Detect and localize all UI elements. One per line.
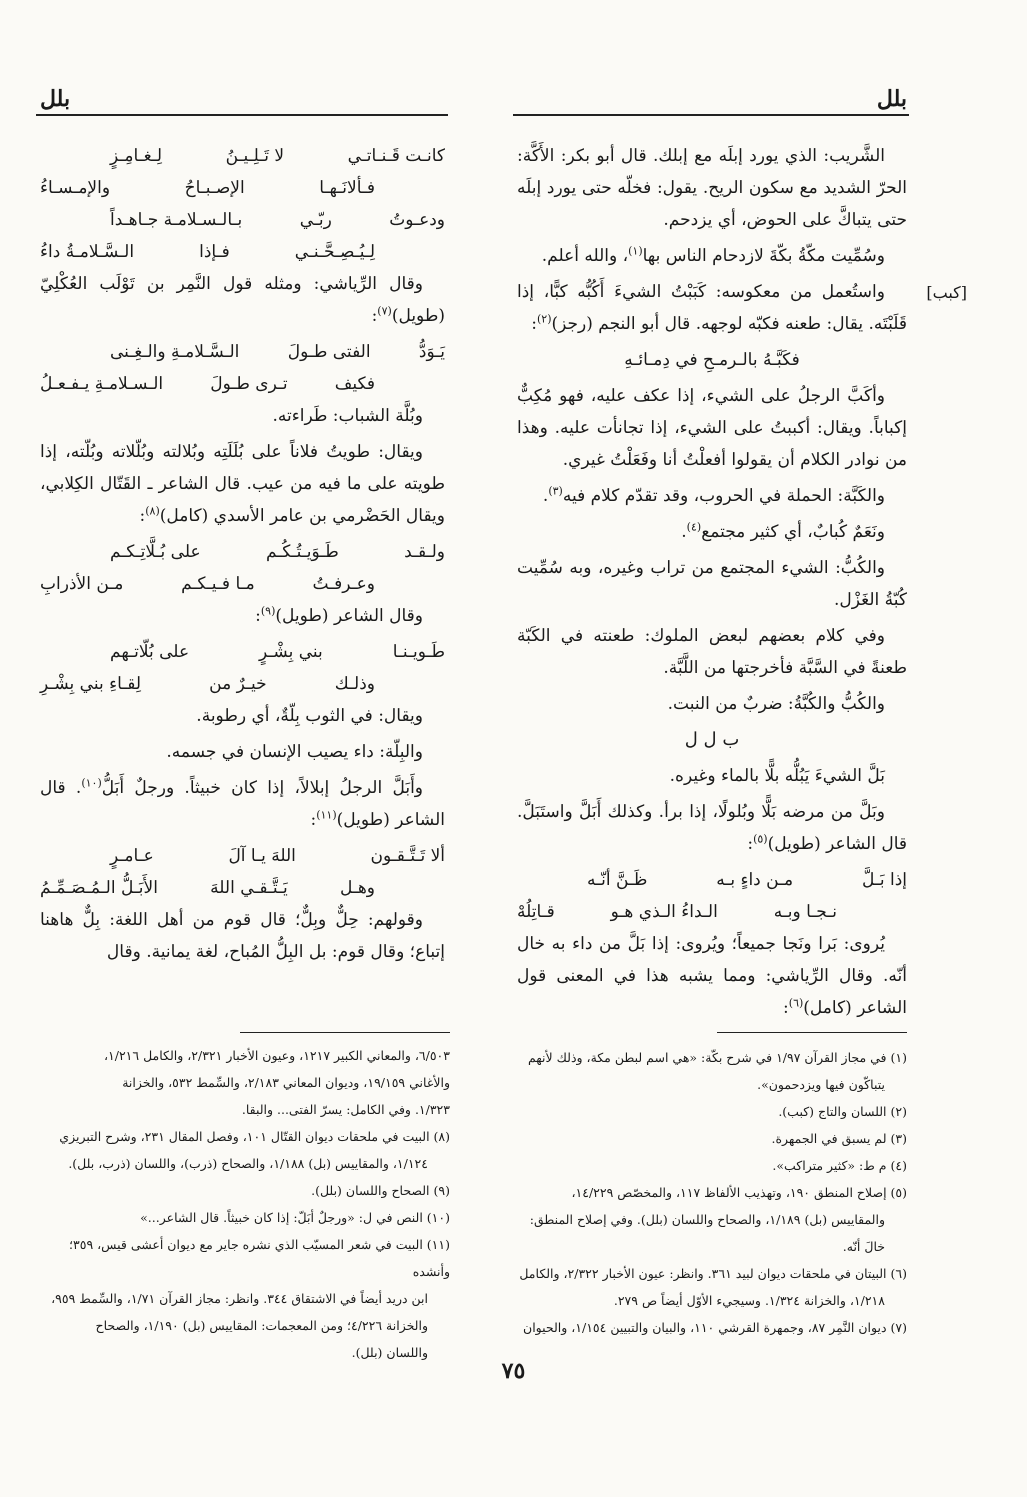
footnote-ref: (٥) <box>753 832 768 846</box>
footnote-line: (٨) البيت في ملحقات ديوان القتّال ١٠١، وفصل المقال ٢٣١، وشرح التبريزي <box>59 1129 450 1144</box>
header-rule-right <box>513 114 909 116</box>
paragraph: يُروى: بَرا ونَجا جميعاً؛ ويُروى: إذا بَلَّ من داء به خال أنّه. وقال الرِّياشي: ومما يشبه هذا في المعنى قول الشاعر (كامل)$^{(٦)}$: <box>517 934 907 1018</box>
paragraph: والكَبَّة: الحملة في الحروب، وقد تقدّم كلام فيه$^{(٣)}$. <box>542 484 885 506</box>
paragraph: وأَبَلَّ الرجلُ إبلالاً، إذا كان خبيثاً. ورجلٌ أَبَلُّ$^{(١٠)}$. قال الشاعر (طويل)$^{(١١)}$: <box>40 776 445 830</box>
footnote-line: (٤) م ط: «كثير متراكب». <box>772 1158 907 1173</box>
footnote-line: (٢) اللسان والتاج (كبب). <box>778 1104 907 1119</box>
footnote-ref: (٤) <box>686 520 702 534</box>
verse-hemistich: يَـوَدُّ الفتى طـولَ الـسَّـلامـةِ والـغِـنى <box>110 342 445 362</box>
paragraph: وقولهم: حِلٌّ وبِلٌّ؛ قال قوم من أهل اللغة: بِلٌّ هاهنا إتباع؛ وقال قوم: بل البِلُّ المُباح، لغة يمانية. وقال <box>40 910 445 962</box>
paragraph: الشَّريب: الذي يورد إبلَه مع إبلك. قال أبو بكر: الأَكَّة: الحرّ الشديد مع سكون الريح. يقول: فخلّه حتى يورد إبلَه حتى يتباكَّ على الحوض، أي يزدحم. <box>517 146 907 230</box>
verse-hemistich: كانـت قَـنـاتـي لا تَـلِـيـنُ لِـغـامِـزٍ <box>110 146 445 166</box>
verse-hemistich: إذا بَـلَّ مـن داءٍ بـه ظَـنَّ أنّـه <box>587 870 907 890</box>
paragraph: ونَعَمٌ كُبابٌ، أي كثير مجتمع$^{(٤)}$. <box>681 520 885 542</box>
margin-root-tag: [كبب] <box>926 283 967 302</box>
footnote-line: ابن دريد أيضاً في الاشتقاق ٣٤٤. وانظر: مجاز القرآن ١/٧١، والسِّمط ٩٥٩، <box>51 1291 428 1306</box>
footnote-line: واللسان (بلل). <box>351 1345 428 1360</box>
verse-hemistich: لِـيُـصِـحَّـنـي فـإذا الـسَّـلامـةُ داءُ <box>40 242 375 262</box>
verse-hemistich: ألا تَـتَّـقـون اللهَ يـا آلَ عـامـرٍ <box>110 846 445 866</box>
paragraph: وقال الرِّياشي: ومثله قول النَّمِر بن تَوْلَب العُكْلِيّ (طويل)$^{(٧)}$: <box>40 274 445 326</box>
footnote-line: (٦) البيتان في ملحقات ديوان لبيد ٣٦١. وانظر: عيون الأخبار ٢/٣٢٢، والكامل <box>519 1266 907 1281</box>
verse-line: فكَبَّـهُ بالـرمـحِ في دِمـائـهِ <box>624 350 800 370</box>
footnotes-right <box>512 1044 907 1341</box>
paragraph: بَلَّ الشيءَ يَبُلُّه بلًّا بالماء وغيره. <box>669 766 885 786</box>
paragraph: واستُعمل من معكوسه: كَبَبْتُ الشيءَ أَكُبُّه كبًّا، إذا قَلَبْتَه. يقال: طعنه فكبّه لوجهه. قال أبو النجم (رجز)$^{(٢)}$: <box>517 282 907 334</box>
footnote-ref: (٩) <box>260 604 276 618</box>
running-head-left: بلل <box>40 86 71 112</box>
paragraph: ويقال: طويتُ فلاناً على بُلَلَتِه وبُلالته وبُلّلاته وبُلّته، إذا طويته على ما فيه من عيب. قال الشاعر ـ القَتّال الكِلابي، ويقال الحَضْرمي بن عامر الأسدي (كامل)$^{(٨)}$: <box>40 442 445 526</box>
paragraph: والبِلّة: داء يصيب الإنسان في جسمه. <box>166 742 423 762</box>
verse-hemistich: فكيف تـرى طـولَ الـسـلامـةِ يـفـعـلُ <box>40 374 375 394</box>
footnote-line: ١/٢١٨، والخزانة ١/٣٢٤. وسيجيء الأوّل أيضاً ص ٢٧٩. <box>613 1293 885 1308</box>
paragraph: وفي كلام بعضهم لبعض الملوك: طعنته في الكَبّة طعنةً في السَّبَّة فأخرجتها من اللَّبَّة. <box>517 626 907 678</box>
footnote-ref: (٢) <box>536 312 552 326</box>
footnote-rule-right <box>717 1032 907 1033</box>
footnote-line: (١) في مجاز القرآن ١/٩٧ في شرح بكّة: «هي اسم لبطن مكة، وذلك لأنهم <box>527 1050 907 1065</box>
footnote-rule-left <box>240 1032 450 1033</box>
verse-hemistich: وذلـك خيـرٌ من لِقـاءِ بني بِشْـرِ <box>40 674 375 694</box>
paragraph: والكُبُّ: الشيء المجتمع من تراب وغيره، وبه سُمِّيت كُبّةُ الغَزْل. <box>517 558 907 610</box>
paragraph: وسُمِّيت مكّةُ بكّةَ لازدحام الناس بها$^{(١)}$، والله أعلم. <box>541 244 885 266</box>
footnote-line: ١/١٢٤، والمقاييس (بل) ١/١٨٨، والصحاح (ذرب)، واللسان (ذرب، بلل). <box>68 1156 428 1171</box>
paragraph: والكُبُّ والكُبَّةُ: ضربٌ من النبت. <box>667 694 885 714</box>
footnote-line: (١٠) النص في ل: «ورجلٌ أبَلّ: إذا كان خبيثاً. قال الشاعر...» <box>140 1210 450 1225</box>
verse-hemistich: طَـويـنـا بني بِشْـرٍ على بُلّاتـهم <box>110 642 445 662</box>
right-column <box>517 140 907 1028</box>
footnote-ref: (٦) <box>788 996 804 1010</box>
header-rule-left <box>36 114 448 116</box>
footnote-ref: (٣) <box>548 484 563 498</box>
footnote-ref: (١٠) <box>81 776 102 790</box>
footnote-ref: (١) <box>628 244 643 258</box>
footnote-line: (٧) ديوان النَّمِر ٨٧، وجمهرة القرشي ١١٠، والبيان والتبيين ١/١٥٤، والحيوان <box>523 1320 907 1335</box>
page-number: ٧٥ <box>501 1358 526 1384</box>
paragraph: ويقال: في الثوب بِلّةٌ، أي رطوبة. <box>196 706 423 726</box>
left-column <box>40 140 445 972</box>
footnote-line: (٥) إصلاح المنطق ١٩٠، وتهذيب الألفاظ ١١٧، والمخصّص ١٤/٢٢٩، <box>571 1185 907 1200</box>
verse-hemistich: ولـقـد طَـوَيـتُـكُـم على بُـلَّاتِـكـم <box>110 542 445 562</box>
footnote-line: ٦/٥٠٣، والمعاني الكبير ١٢١٧، وعيون الأخبار ٢/٣٢١، والكامل ١/٢١٦، <box>103 1048 450 1063</box>
verse-hemistich: فـألانَـهـا الإصـبـاحُ والإمـسـاءُ <box>40 178 375 198</box>
footnote-line: والخزانة ٤/٢٢٦؛ ومن المعجمات: المقاييس (بل) ١/١٩٠، والصحاح <box>95 1318 428 1333</box>
footnote-line: والمقاييس (بل) ١/١٨٩، والصحاح واللسان (بلل). وفي إصلاح المنطق: <box>529 1212 885 1227</box>
footnotes-left <box>40 1042 450 1366</box>
paragraph: وأكَبَّ الرجلُ على الشيء، إذا عكف عليه، فهو مُكِبٌّ إكباباً. ويقال: أكببتُ على الشيء، إذا تجانأت عليه. وهذا من نوادر الكلام أن يقولوا أفعلْتُ أنا وفَعَلْتُ غيري. <box>517 386 907 470</box>
verse-hemistich: نـجـا وبـه الـداءُ الـذي هـو قـاتِلُهْ <box>517 902 837 922</box>
paragraph: وبَلَّ من مرضه بَلًّا وبُلولًا، إذا برأ. وكذلك أَبَلَّ واستَبَلَّ. قال الشاعر (طويل)$^{(٥)}$: <box>517 802 907 854</box>
footnote-line: يتباكّون فيها ويزدحمون». <box>757 1077 885 1092</box>
verse-hemistich: وهـل يَـتَّـقـي اللهَ الأَبَـلُّ الـمُـصَـمِّـمُ <box>40 878 375 898</box>
verse-hemistich: ودعـوتُ ربّـي بـالـسـلامـة جـاهـداً <box>110 210 445 230</box>
paragraph: وقال الشاعر (طويل)$^{(٩)}$: <box>255 604 423 626</box>
paragraph: وبُلَّة الشباب: طَراءته. <box>272 406 423 426</box>
footnote-line: (٣) لم يسبق في الجمهرة. <box>771 1131 907 1146</box>
footnote-ref: (٧) <box>377 304 392 318</box>
footnote-ref: (١١) <box>316 808 337 822</box>
running-head-right: بلل <box>876 86 907 112</box>
footnote-line: (٩) الصحاح واللسان (بلل). <box>311 1183 450 1198</box>
footnote-line: ١/٣٢٣. وفي الكامل: يسرّ الفتى... والبقا. <box>241 1102 450 1117</box>
footnote-ref: (٨) <box>145 504 160 518</box>
footnote-line: والأغاني ١٩/١٥٩، وديوان المعاني ٢/١٨٣، والسِّمط ٥٣٢، والخزانة <box>122 1075 450 1090</box>
footnote-line: خالَ أنّه. <box>842 1239 885 1254</box>
section-heading: ب ل ل <box>684 729 740 750</box>
footnote-line: (١١) البيت في شعر المسيّب الذي نشره جاير مع ديوان أعشى قيس، ٣٥٩؛ وأنشده <box>69 1237 450 1279</box>
verse-hemistich: وعـرفـتُ مـا فـيـكـم مـن الأذرابِ <box>40 574 375 594</box>
